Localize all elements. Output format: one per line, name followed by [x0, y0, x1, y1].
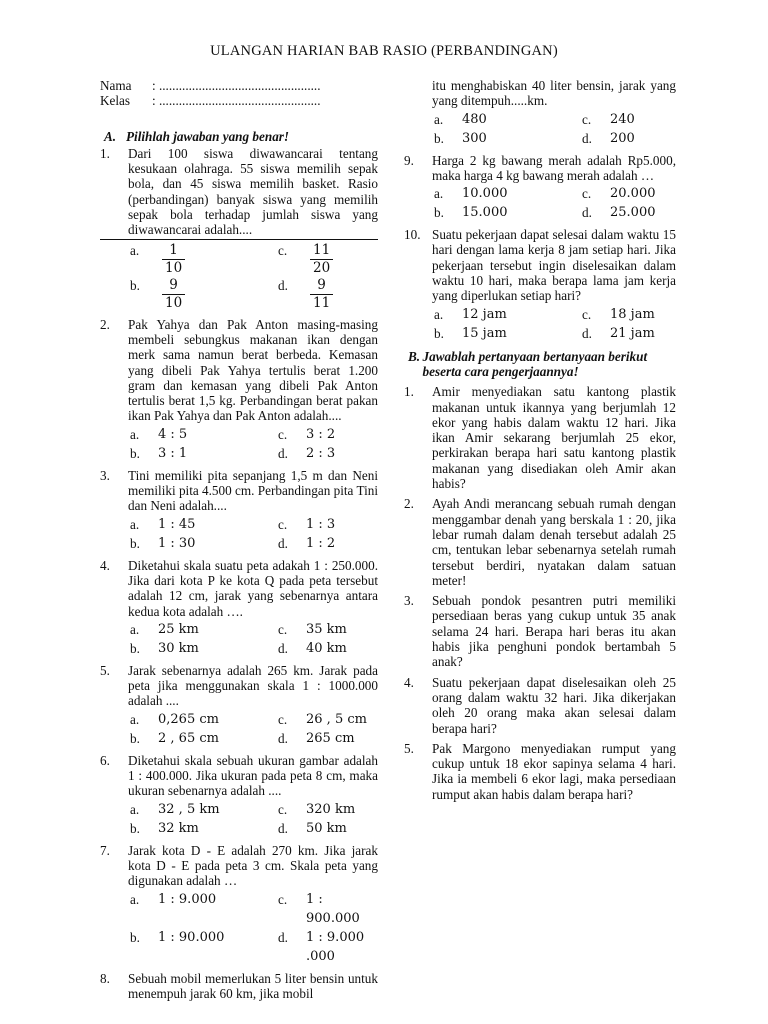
name-field[interactable] — [100, 78, 378, 93]
option-value[interactable]: 15.000 — [462, 205, 508, 221]
option-letter[interactable]: b. — [130, 535, 140, 551]
option-letter[interactable]: b. — [130, 277, 140, 293]
question-number: 5. — [100, 662, 110, 678]
option-value[interactable]: 1 : 9.000 .000 — [306, 929, 365, 964]
question-9 — [404, 153, 676, 223]
question-number: 8. — [100, 970, 110, 986]
option-fraction[interactable]: $\frac{1}{10}$ — [162, 242, 185, 277]
question-number: 1. — [100, 145, 110, 161]
question-number: 1. — [404, 384, 414, 400]
option-letter[interactable]: d. — [582, 325, 592, 341]
option-value[interactable]: 265 cm — [306, 730, 355, 746]
question-7 — [100, 843, 378, 966]
option-letter[interactable]: d. — [582, 130, 592, 146]
question-text: Suatu pekerjaan dapat diselesaikan oleh 25 orang dalam waktu 32 hari. Jika dikerjakan oleh 20 orang maka akan selesai dalam berapa hari? — [432, 674, 676, 736]
question-text: Jarak kota D - E adalah 270 km. Jika jarak kota D - E pada peta 3 cm. Skala peta yang digunakan adalah … — [128, 842, 378, 889]
options-q4 — [128, 620, 378, 658]
section-a-text: Pilihlah jawaban yang benar! — [126, 128, 290, 144]
question-number: 5. — [404, 740, 414, 756]
options-q9 — [432, 184, 676, 222]
option-value[interactable]: 21 jam — [610, 325, 655, 341]
option-value[interactable]: 26 , 5 cm — [306, 711, 367, 727]
options-q10 — [432, 305, 676, 343]
option-letter[interactable]: b. — [130, 730, 140, 746]
question-number: 3. — [404, 593, 414, 609]
option-letter[interactable]: a. — [434, 111, 444, 127]
option-letter[interactable]: a. — [130, 426, 140, 442]
class-field[interactable] — [100, 93, 378, 108]
option-value[interactable]: 32 , 5 km — [158, 801, 220, 817]
option-value[interactable]: 480 — [462, 111, 487, 127]
option-value[interactable]: 2 : 3 — [306, 445, 336, 461]
option-letter[interactable]: a. — [130, 242, 140, 258]
option-letter[interactable]: d. — [278, 730, 288, 746]
question-number: 4. — [100, 557, 110, 573]
option-letter[interactable]: b. — [130, 929, 140, 945]
option-letter[interactable]: b. — [130, 445, 140, 461]
question-2 — [100, 317, 378, 463]
option-value[interactable]: 1 : 9.000 — [158, 891, 217, 907]
option-letter[interactable]: c. — [278, 801, 288, 817]
option-letter[interactable]: c. — [278, 426, 288, 442]
option-value[interactable]: 1 : 45 — [158, 516, 196, 532]
question-text: Tini memiliki pita sepanjang 1,5 m dan Neni memiliki pita 4.500 cm. Perbandingan pita Tini dan Neni adalah.... — [128, 467, 378, 514]
right-column — [404, 78, 676, 802]
option-fraction[interactable]: $\frac{11}{20}$ — [310, 242, 333, 277]
option-value[interactable]: 1 : 90.000 — [158, 929, 225, 945]
option-letter[interactable]: b. — [130, 820, 140, 836]
question-text: Pak Margono menyediakan rumput yang cukup untuk 18 ekor sapinya selama 4 hari. Jika ia membeli 6 ekor lagi, maka persediaan rumput akan habis dalam berapa hari? — [432, 740, 676, 802]
name-blank: : ................................................. — [152, 78, 321, 93]
question-text: Harga 2 kg bawang merah adalah Rp5.000, maka harga 4 kg bawang merah adalah … — [432, 152, 676, 183]
option-value[interactable]: 15 jam — [462, 325, 507, 341]
options-q8 — [432, 110, 676, 148]
question-3 — [100, 468, 378, 553]
question-text: Amir menyediakan satu kantong plastik makanan untuk ikannya yang berjumlah 12 ekor yang habis dalam waktu 12 hari. Jika ikan Amir sekarang berjumlah 25 ekor, perkirakan berapa hari satu kantong plastik makanan yang disediakan oleh Amir akan habis? — [432, 384, 676, 492]
essay-question-3 — [404, 593, 676, 669]
question-text: Suatu pekerjaan dapat selesai dalam waktu 15 hari dengan lama kerja 8 jam setiap hari. Jika pekerjaan tersebut ingin diselesaikan dalam waktu 10 hari, maka berapa lama jam kerja yang diperlukan setiap hari? — [432, 227, 676, 304]
option-letter[interactable]: d. — [582, 205, 592, 221]
option-value[interactable]: 30 km — [158, 640, 199, 656]
section-a-letter: A. — [104, 128, 117, 144]
option-value[interactable]: 240 — [610, 111, 635, 127]
options-q7 — [128, 890, 378, 966]
option-letter[interactable]: a. — [130, 891, 140, 907]
question-text: itu menghabiskan 40 liter bensin, jarak yang yang ditempuh.....km. — [432, 78, 676, 109]
option-fraction[interactable]: $\frac{9}{10}$ — [162, 277, 185, 312]
option-value[interactable]: 1 : 900.000 — [306, 891, 360, 926]
option-letter[interactable]: c. — [278, 621, 288, 637]
question-10 — [404, 227, 676, 342]
section-b-text: Jawablah pertanyaan bertanyaan berikut beserta cara pengerjaannya! — [422, 348, 648, 379]
question-text: Sebuah mobil memerlukan 5 liter bensin untuk menempuh jarak 60 km, jika mobil — [128, 970, 378, 1001]
section-a-heading — [100, 129, 378, 144]
option-letter[interactable]: b. — [130, 640, 140, 656]
option-letter[interactable]: a. — [434, 306, 444, 322]
option-value[interactable]: 200 — [610, 130, 635, 146]
divider — [100, 239, 378, 240]
option-value[interactable]: 10.000 — [462, 186, 508, 202]
options-q6 — [128, 800, 378, 838]
question-number: 9. — [404, 152, 414, 168]
question-5 — [100, 663, 378, 748]
question-text: Sebuah pondok pesantren putri memiliki persediaan beras yang cukup untuk 35 anak selama 24 hari. Berapa hari beras itu akan habis jika penghuni pondok bertambah 5 anak? — [432, 593, 676, 670]
option-value[interactable]: 12 jam — [462, 306, 507, 322]
option-letter[interactable]: b. — [434, 130, 444, 146]
section-b-letter: B. — [408, 348, 421, 364]
option-letter[interactable]: a. — [434, 186, 444, 202]
question-number: 3. — [100, 467, 110, 483]
name-label: Nama — [100, 78, 132, 93]
class-blank: : ................................................. — [152, 93, 321, 109]
essay-question-5 — [404, 741, 676, 802]
option-letter[interactable]: d. — [278, 445, 288, 461]
option-value[interactable]: 1 : 30 — [158, 535, 196, 551]
question-number: 4. — [404, 674, 414, 690]
question-8 — [100, 971, 378, 1002]
option-letter[interactable]: b. — [434, 205, 444, 221]
option-letter[interactable]: a. — [130, 621, 140, 637]
option-letter[interactable]: d. — [278, 820, 288, 836]
question-6 — [100, 753, 378, 838]
option-letter[interactable]: c. — [582, 111, 592, 127]
question-8-continued — [404, 78, 676, 148]
option-value[interactable]: 1 : 2 — [306, 535, 336, 551]
option-value[interactable]: 18 jam — [610, 306, 655, 322]
option-value[interactable]: 25 km — [158, 621, 199, 637]
class-label: Kelas — [100, 93, 131, 109]
question-number: 6. — [100, 752, 110, 768]
question-1 — [100, 146, 378, 238]
option-value[interactable]: 35 km — [306, 621, 347, 637]
option-letter[interactable]: c. — [278, 516, 288, 532]
question-number: 10. — [404, 227, 421, 243]
option-letter[interactable]: d. — [278, 929, 288, 945]
option-value[interactable]: 3 : 1 — [158, 445, 188, 461]
option-letter[interactable]: d. — [278, 535, 288, 551]
page-title: ULANGAN HARIAN BAB RASIO (PERBANDINGAN) — [210, 43, 558, 59]
options-q2 — [128, 425, 378, 463]
question-4 — [100, 558, 378, 658]
option-value[interactable]: 25.000 — [610, 205, 656, 221]
question-number: 7. — [100, 842, 110, 858]
option-value[interactable]: 300 — [462, 130, 487, 146]
options-q5 — [128, 710, 378, 748]
option-value[interactable]: 0,265 cm — [158, 711, 219, 727]
option-letter[interactable]: a. — [130, 801, 140, 817]
option-value[interactable]: 32 km — [158, 820, 199, 836]
options-q1 — [128, 242, 378, 312]
option-letter[interactable]: d. — [278, 640, 288, 656]
essay-question-1 — [404, 384, 676, 491]
essay-question-4 — [404, 675, 676, 736]
question-text: Ayah Andi merancang sebuah rumah dengan menggambar denah yang berskala 1 : 20, jika lebar rumah dalam denah tersebut adalah 25 cm, tentukan lebar sebenarnya setelah rumah tersebut berdiri, nyatakan dalam satuan meter! — [432, 496, 676, 588]
option-letter[interactable]: a. — [130, 711, 140, 727]
option-letter[interactable]: b. — [434, 325, 444, 341]
option-value[interactable]: 4 : 5 — [158, 426, 188, 442]
essay-question-2 — [404, 496, 676, 588]
option-letter[interactable]: c. — [582, 186, 592, 202]
option-letter[interactable]: c. — [582, 306, 592, 322]
option-letter[interactable]: c. — [278, 891, 288, 907]
option-fraction[interactable]: $\frac{9}{11}$ — [310, 277, 333, 312]
question-text: Diketahui skala sebuah ukuran gambar adalah 1 : 400.000. Jika ukuran pada peta 8 cm, maka ukuran sebenarnya adalah .... — [128, 752, 378, 799]
question-text: Dari 100 siswa diwawancarai tentang kesukaan olahraga. 55 siswa memilih sepak bola, dan 45 siswa memilih basket. Rasio (perbandingan) banyak siswa yang memilih sepak bola terhadap jumlah siswa yang diwawancarai adalah.... — [128, 145, 378, 238]
question-number: 2. — [404, 496, 414, 512]
section-b-heading — [404, 349, 676, 380]
option-letter[interactable]: d. — [278, 277, 288, 293]
question-text: Diketahui skala suatu peta adakah 1 : 250.000. Jika dari kota P ke kota Q pada peta tersebut adalah 12 cm, jarak yang sebenarnya antara kedua kota adalah …. — [128, 557, 378, 619]
option-letter[interactable]: a. — [130, 516, 140, 532]
question-text: Jarak sebenarnya adalah 265 km. Jarak pada peta jika menggunakan skala 1 : 1000.000 adalah .... — [128, 662, 378, 709]
option-letter[interactable]: c. — [278, 711, 288, 727]
option-value[interactable]: 1 : 3 — [306, 516, 336, 532]
option-value[interactable]: 20.000 — [610, 186, 656, 202]
option-value[interactable]: 40 km — [306, 640, 347, 656]
left-column — [100, 78, 378, 1001]
option-value[interactable]: 2 , 65 cm — [158, 730, 219, 746]
option-value[interactable]: 3 : 2 — [306, 426, 336, 442]
options-q3 — [128, 515, 378, 553]
option-value[interactable]: 50 km — [306, 820, 347, 836]
option-value[interactable]: 320 km — [306, 801, 356, 817]
question-text: Pak Yahya dan Pak Anton masing-masing membeli sebungkus makanan ikan dengan merk sama namun berat berbeda. Kemasan yang dibeli Pak Yahya tertulis berat 1.200 gram dan kemasan yang dibeli Pak Anton tertulis berat 1,5 kg. Perbandingan berat pakan ikan Pak Yahya dan Pak Anton adalah.... — [128, 316, 378, 424]
option-letter[interactable]: c. — [278, 242, 288, 258]
question-number: 2. — [100, 316, 110, 332]
